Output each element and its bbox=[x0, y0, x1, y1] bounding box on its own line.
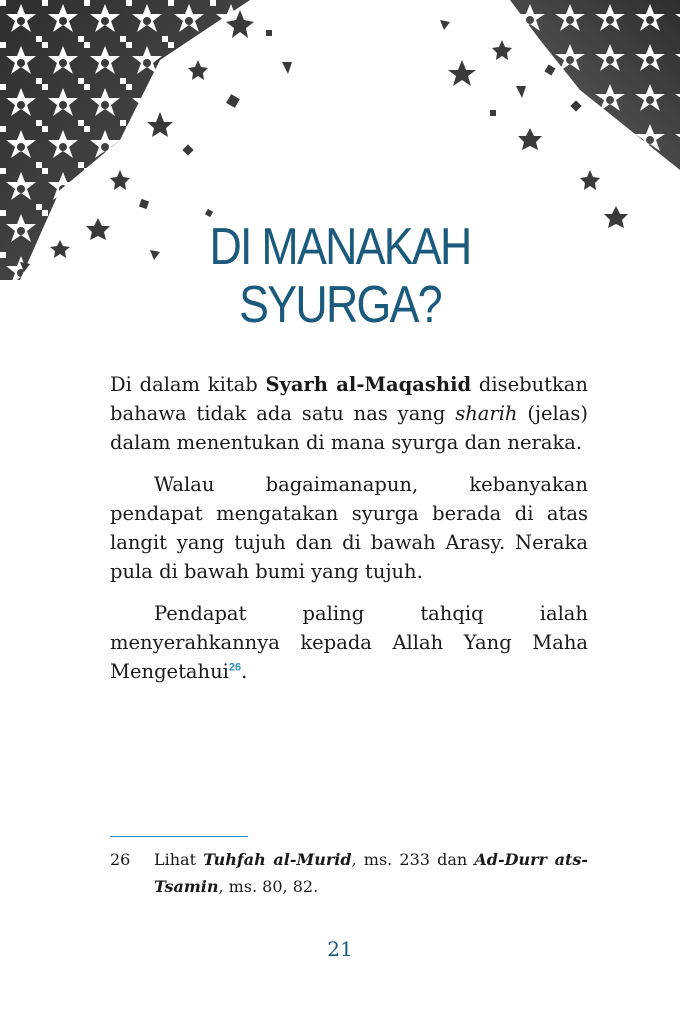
title-line-1: DI MANAKAH bbox=[209, 218, 471, 276]
book-title-tuhfah: Tuhfah al-Murid bbox=[203, 850, 352, 869]
p1-text-b: disebutkan bahawa tidak ada satu nas yang bbox=[110, 373, 588, 425]
p1-text-a: Di dalam kitab bbox=[110, 373, 266, 396]
p3-end: . bbox=[241, 660, 248, 683]
footnote-reference[interactable]: 26 bbox=[228, 661, 242, 674]
p3-text: Pendapat paling tahqiq ialah menyerahkannya kepada Allah Yang Maha Mengetahui bbox=[110, 602, 588, 683]
ornament-top-right bbox=[430, 0, 680, 230]
body-text bbox=[110, 370, 588, 699]
page-title bbox=[48, 218, 633, 334]
paragraph-2: Walau bagaimanapun, kebanyakan pendapat mengatakan syurga berada di atas langit yang tujuh dan di bawah Arasy. Neraka pula di bawah bumi yang tujuh. bbox=[110, 473, 588, 583]
p1-text-c: (jelas) dalam menentukan di mana syurga dan neraka. bbox=[110, 402, 588, 454]
footnote-text bbox=[154, 846, 588, 900]
footnote bbox=[110, 846, 588, 900]
term-sharih: sharih bbox=[455, 402, 518, 425]
fn-text-a: Lihat bbox=[154, 850, 204, 869]
book-title-ad-durr: Ad-Durr ats-Tsamin bbox=[154, 850, 588, 896]
fn-text-b: , ms. 233 dan bbox=[351, 850, 475, 869]
paragraph-1 bbox=[110, 370, 588, 457]
footnote-number: 26 bbox=[110, 850, 131, 869]
book-title-syarh: Syarh al-Maqashid bbox=[265, 373, 472, 396]
page-number: 21 bbox=[327, 937, 353, 961]
paragraph-3 bbox=[110, 599, 588, 686]
fn-text-c: , ms. 80, 82. bbox=[218, 877, 319, 896]
title-line-2: SYURGA? bbox=[239, 276, 441, 334]
footnote-divider bbox=[110, 836, 248, 837]
